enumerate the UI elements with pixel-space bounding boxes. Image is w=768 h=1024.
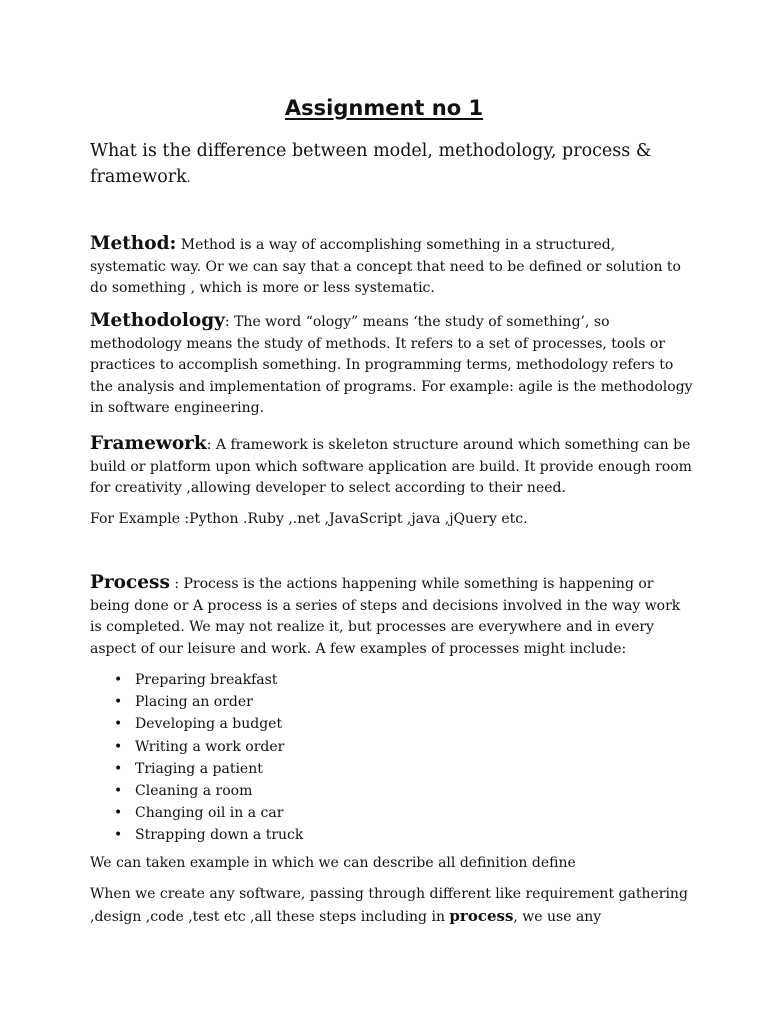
list-item: • Triaging a patient xyxy=(90,758,303,780)
process-examples-list xyxy=(90,669,303,847)
question-dot: . xyxy=(186,171,191,185)
method-paragraph xyxy=(90,233,695,300)
process-paragraph xyxy=(90,572,695,660)
method-text: Method is a way of accomplishing something in a structured, systematic way. Or we can say that a concept that need to be defined or solution to do something , which is more or less systematic. xyxy=(90,237,681,296)
page-title: Assignment no 1 xyxy=(284,96,484,120)
process-term: Process xyxy=(90,572,170,593)
process-text: : Process is the actions happening while something is happening or being done or A process is a series of steps and decisions involved in the way work is completed. We may not realize it, but processes are everywhere and in every aspect of our leisure and work. A few examples of processes might include: xyxy=(90,576,681,657)
question-heading xyxy=(90,138,690,191)
list-item: • Preparing breakfast xyxy=(90,669,303,691)
framework-paragraph xyxy=(90,433,695,500)
methodology-paragraph xyxy=(90,310,695,420)
list-item: • Strapping down a truck xyxy=(90,824,303,846)
framework-term: Framework xyxy=(90,433,207,454)
framework-examples-paragraph: For Example :Python .Ruby ,.net ,JavaScript ,java ,jQuery etc. xyxy=(90,511,528,527)
software-process-text: When we create any software, passing through different like requirement gathering ,design ,code ,test etc ,all these steps including in xyxy=(90,886,688,925)
question-text: What is the difference between model, methodology, process & framework xyxy=(90,141,652,187)
software-process-text-end: , we use any xyxy=(513,908,602,925)
software-process-paragraph xyxy=(90,884,695,928)
list-item: • Placing an order xyxy=(90,691,303,713)
framework-text: : A framework is skeleton structure around which something can be build or platform upon which software application are build. It provide enough room for creativity ,allowing developer to select according to their need. xyxy=(90,437,692,496)
methodology-term: Methodology xyxy=(90,310,225,331)
methodology-text: : The word “ology” means ‘the study of something’, so methodology means the study of methods. It refers to a set of processes, tools or practices to accomplish something. In programming terms, methodology refers to the analysis and implementation of programs. For example: agile is the methodology in software engineering. xyxy=(90,314,693,416)
list-item: • Changing oil in a car xyxy=(90,802,303,824)
list-item: • Cleaning a room xyxy=(90,780,303,802)
list-item: • Developing a budget xyxy=(90,713,303,735)
list-item: • Writing a work order xyxy=(90,736,303,758)
method-term: Method: xyxy=(90,233,177,254)
process-bold-word: process xyxy=(449,906,514,925)
taken-example-paragraph: We can taken example in which we can describe all definition define xyxy=(90,855,576,871)
